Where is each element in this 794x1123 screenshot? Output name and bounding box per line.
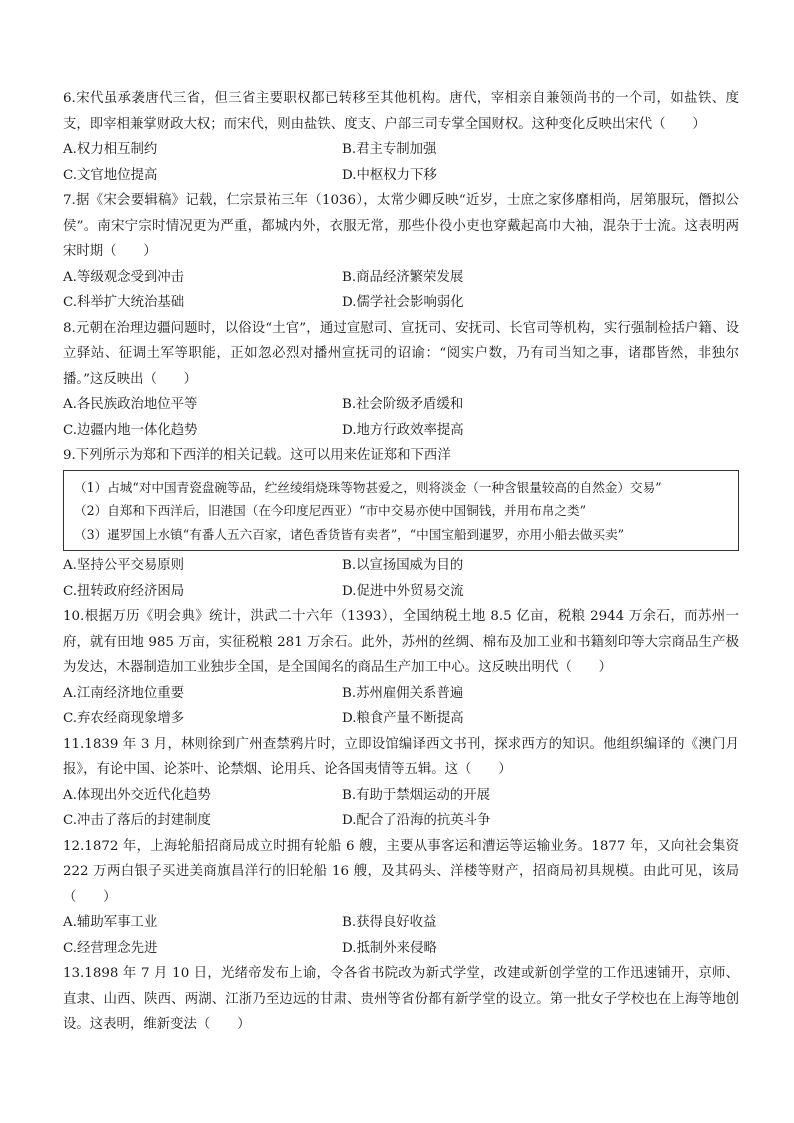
option-a[interactable]: A.体现出外交近代化趋势 (63, 787, 211, 803)
question-stem: 12.1872 年，上海轮船招商局成立时拥有轮船 6 艘，主要从事客运和漕运等运输业务。1877 年，又向社会集资 222 万两白银子买进美商旗昌洋行的旧轮船 16 艘，及其码头、洋楼等财产，招商局初具规模。由此可见，该局（ ） (63, 838, 739, 905)
answer-options (63, 553, 739, 604)
question-stem: 9.下列所示为郑和下西洋的相关记载。这可以用来佐证郑和下西洋 (63, 448, 451, 463)
question-stem: 11.1839 年 3 月，林则徐到广州查禁鸦片时，立即设馆编译西文书刊，探求西方的知识。他组织编译的《澳门月报》，有论中国、论茶叶、论禁烟、论用兵、论各国夷情等五辑。这（ ） (63, 736, 739, 777)
question-stem: 10.根据万历《明会典》统计，洪武二十六年（1393），全国纳税土地 8.5 亿亩，税粮 2944 万余石，而苏州一府，就有田地 985 万亩，实征税粮 281 万余石。此外，苏州的丝绸、棉布及加工业和书籍刻印等大宗商品生产极为发达，木器制造加工业独步全国，是全国闻名的商品生产加工中心。这反映出明代（ ） (63, 609, 739, 675)
question-list (63, 86, 739, 1038)
option-a[interactable]: A.各民族政治地位平等 (63, 397, 198, 412)
question-9 (63, 443, 739, 604)
question-6 (63, 86, 739, 188)
option-d[interactable]: D.粮食产量不断提高 (342, 711, 464, 726)
option-d[interactable]: D.配合了沿海的抗英斗争 (342, 813, 491, 828)
question-11 (63, 732, 739, 834)
option-b[interactable]: B.有助于禁烟运动的开展 (342, 787, 491, 803)
quote-line-2: （2）自郑和下西洋后，旧港国（在今印度尼西亚）“市中交易亦使中国铜钱，并用布帛之类” (74, 503, 587, 518)
question-12 (63, 834, 739, 962)
question-13 (63, 961, 739, 1038)
option-b[interactable]: B.苏州雇佣关系普遍 (342, 685, 464, 701)
question-stem: 8.元朝在治理边疆问题时，以俗设“土官”，通过宣慰司、宣抚司、安抚司、长官司等机构，实行强制检括户籍、设立驿站、征调土军等职能，正如忽必烈对播州宣抚司的诏谕：“阅实户数，乃有司当知之事，诸郡皆然，非独尔播。”这反映出（ ） (63, 320, 739, 387)
source-quote-box (63, 470, 739, 552)
option-a[interactable]: A.江南经济地位重要 (63, 685, 185, 701)
option-b[interactable]: B.获得良好收益 (342, 915, 437, 930)
option-a[interactable]: A.权力相互制约 (63, 142, 158, 157)
quote-line-3: （3）暹罗国上水镇“有番人五六百家，诸色香货皆有卖者”，“中国宝船到暹罗，亦用小船去做买卖” (74, 526, 625, 542)
option-b[interactable]: B.君主专制加强 (342, 142, 437, 157)
question-stem: 13.1898 年 7 月 10 日，光绪帝发布上谕，令各省书院改为新式学堂，改建或新创学堂的工作迅速铺开，京师、直隶、山西、陕西、两湖、江浙乃至边远的甘肃、贵州等省份都有新学堂的设立。第一批女子学校也在上海等地创设。这表明，维新变法（ ） (63, 966, 739, 1032)
option-c[interactable]: C.科举扩大统治基础 (63, 295, 185, 310)
option-a[interactable]: A.辅助军事工业 (63, 915, 158, 930)
answer-options (63, 265, 739, 316)
question-stem: 6.宋代虽承袭唐代三省，但三省主要职权都已转移至其他机构。唐代，宰相亲自兼领尚书的一个司，如盐铁、度支，即宰相兼掌财政大权；而宋代，则由盐铁、度支、户部三司专掌全国财权。这种变化反映出宋代（ ） (63, 91, 739, 132)
option-d[interactable]: D.地方行政效率提高 (342, 422, 464, 438)
option-a[interactable]: A.等级观念受到冲击 (63, 269, 185, 285)
question-10 (63, 604, 739, 732)
answer-options (63, 783, 739, 834)
option-d[interactable]: D.抵制外来侵略 (342, 940, 437, 956)
question-8 (63, 316, 739, 444)
question-stem: 7.据《宋会要辑稿》记载，仁宗景祐三年（1036），太常少卿反映“近岁，士庶之家侈靡相尚，居第服玩，僭拟公侯”。南宋宁宗时情况更为严重，都城内外，衣服无常，那些仆役小吏也穿戴起高巾大袖，混杂于士流。这表明两宋时期（ ） (63, 193, 739, 259)
answer-options (63, 392, 739, 443)
option-b[interactable]: B.以宣扬国威为目的 (342, 558, 464, 573)
option-a[interactable]: A.坚持公平交易原则 (63, 558, 185, 573)
option-d[interactable]: D.促进中外贸易交流 (342, 583, 464, 599)
quote-line-1: （1）占城“对中国青瓷盘碗等品，纻丝绫绢烧珠等物甚爱之，则将淡金（一种含银量较高的自然金）交易” (74, 479, 662, 495)
option-d[interactable]: D.中枢权力下移 (342, 167, 437, 183)
option-c[interactable]: C.扭转政府经济困局 (63, 583, 185, 599)
answer-options (63, 910, 739, 961)
option-c[interactable]: C.经营理念先进 (63, 940, 158, 956)
option-c[interactable]: C.文官地位提高 (63, 167, 158, 183)
option-c[interactable]: C.弃农经商现象增多 (63, 711, 185, 726)
option-d[interactable]: D.儒学社会影响弱化 (342, 295, 464, 310)
option-b[interactable]: B.商品经济繁荣发展 (342, 269, 464, 285)
option-b[interactable]: B.社会阶级矛盾缓和 (342, 397, 464, 412)
option-c[interactable]: C.边疆内地一体化趋势 (63, 422, 198, 438)
question-7 (63, 188, 739, 316)
option-c[interactable]: C.冲击了落后的封建制度 (63, 813, 211, 828)
answer-options (63, 681, 739, 732)
answer-options (63, 137, 739, 188)
